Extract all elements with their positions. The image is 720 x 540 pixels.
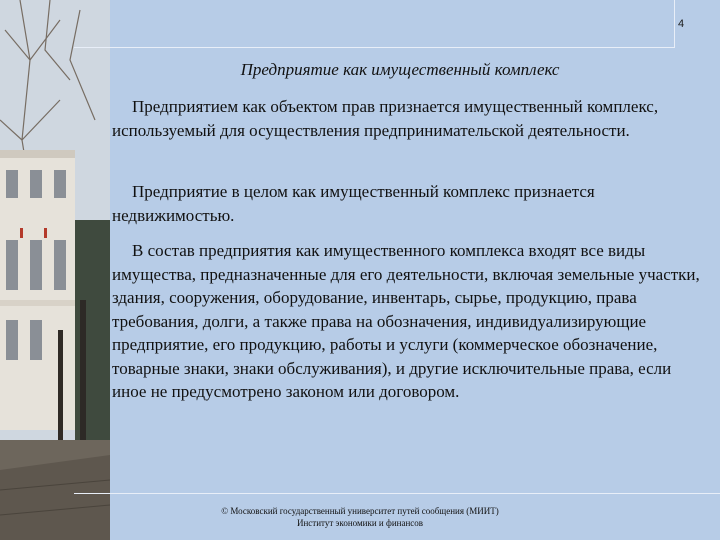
footer-divider [74,493,720,494]
footer [180,505,540,529]
header-divider [74,47,674,48]
slide-title: Предприятие как имущественный комплекс [240,60,560,79]
paragraph-2: Предприятие в целом как имущественный комплекс признается недвижимостью. [112,182,595,225]
footer-university: © Московский государственный университет путей сообщения (МИИТ) [221,506,499,516]
paragraph-1: Предприятием как объектом прав признается имущественный комплекс, используемый для осуществления предпринимательской деятельности. [112,97,659,140]
page-number: 4 [678,18,685,30]
footer-institute: Институт экономики и финансов [296,518,424,528]
header-vertical-divider [674,0,675,48]
building-photo [0,0,110,540]
building-illustration [0,0,110,540]
paragraph-3: В состав предприятия как имущественного комплекса входят все виды имущества, предназначенные для его деятельности, включая земельные участки, здания, сооружения, оборудование, инвентарь, сырье, продукцию, права требования, долги, а также права на обозначения, индивидуализирующие предприятие, его продукцию, работы и услуги (коммерческое обозначение, товарные знаки, знаки обслуживания), и другие исключительные права, если иное не предусмотрено законом или договором. [112,241,700,401]
